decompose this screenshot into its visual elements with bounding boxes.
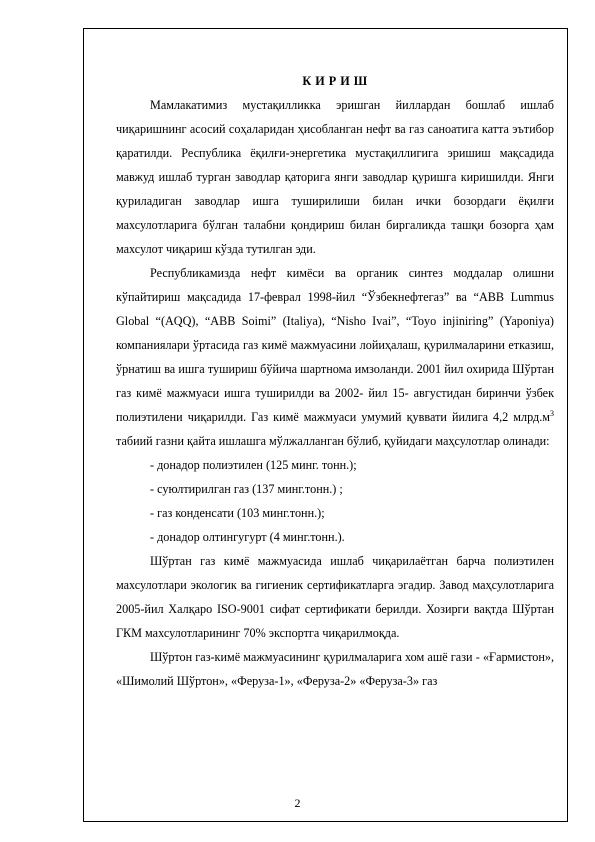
paragraph-intro: Мамлакатимиз мустақилликка эришган йиллардан бошлаб ишлаб чиқаришнинг асосий соҳаларидан ҳисобланган нефт ва газ саноатига катта эътибор қаратилди. Республика ёқилғи-энергетика мустақиллигига эришиш мақсадида мавжуд ишлаб турган заводлар қаторига янги заводлар қуришга киришилди. Янги қуриладиган заводлар ишга туширилиши билан ички бозордаги ёқилғи махсулотларига бўлган талабни қондириш билан биргаликда ташқи бозорга ҳам махсулот чиқариш кўзда тутилган эди.: [116, 98, 554, 256]
paragraph-history-cont: табиий газни қайта ишлашга мўлжалланган бўлиб, қуйидаги маҳсулотлар олинади:: [116, 434, 550, 448]
list-item: - донадор полиэтилен (125 минг. тонн.);: [150, 458, 357, 472]
list-item: - донадор олтингугурт (4 минг.тонн.).: [150, 530, 345, 544]
document-body: [116, 69, 554, 693]
paragraph-history: [116, 261, 554, 453]
cubic-superscript: 3: [550, 408, 554, 418]
list-item: - газ конденсати (103 минг.тонн.);: [150, 506, 325, 520]
paragraph-certification: Шўртан газ кимё мажмуасида ишлаб чиқарилаётган барча полиэтилен махсулотлари экологик ва гигиеник сертификатларга эгадир. Завод маҳсулотларига 2005-йил Халқаро ISO-9001 сифат сертификати берилди. Хозирги вақтда Шўртан ГКМ махсулотларининг 70% экспортга чиқарилмоқда.: [116, 554, 554, 640]
page-number: 2: [294, 796, 301, 810]
paragraph-raw-gas: Шўртон газ-кимё мажмуасининг қурилмаларига хом ашё гази - «Ғармистон», «Шимолий Шўртон», «Феруза-1», «Феруза-2» «Феруза-3» газ: [116, 650, 554, 688]
list-item: - суюлтирилган газ (137 минг.тонн.) ;: [150, 482, 343, 496]
section-title: К И Р И Ш: [302, 74, 368, 88]
paragraph-history-text: Республикамизда нефт кимёси ва органик синтез моддалар олишни кўпайтириш мақсадида 17-феврал 1998-йил “Ўзбекнефтегаз” ва “ABB Lummus Global “(AQQ), “ABB Soimi” (Italiya), “Nisho Ivai”, “Toyo injiniring” (Yaponiya) компаниялари ўртасида газ кимё мажмуасини лойиҳалаш, қурилмаларини етказиш, ўрнатиш ва ишга тушириш бўйича шартнома имзоланди. 2001 йил охирида Шўртан газ кимё мажмуаси ишга туширилди ва 2002- йил 15- августидан биринчи ўзбек полиэтилени чиқарилди. Газ кимё мажмуаси умумий қуввати йилига 4,2 млрд.м: [116, 266, 554, 424]
